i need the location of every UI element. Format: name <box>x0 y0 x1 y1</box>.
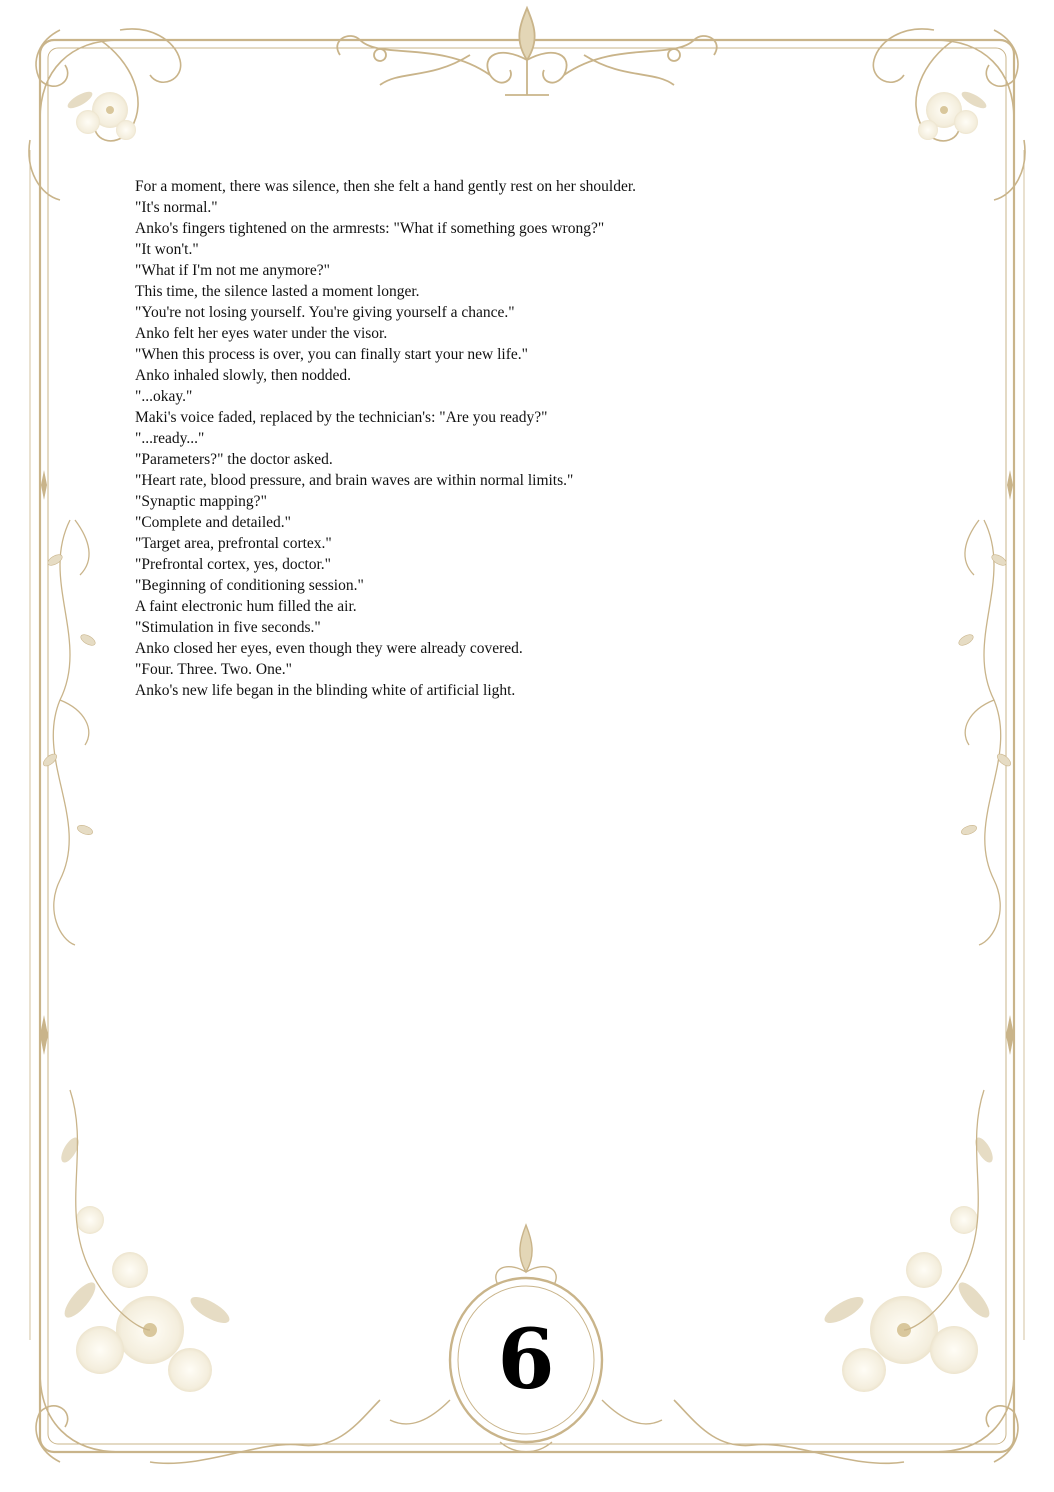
page-number: 6 <box>497 1312 555 1408</box>
paragraph: Anko's new life began in the blinding white of artificial light. <box>135 682 516 699</box>
paragraph: "Beginning of conditioning session." <box>135 577 364 594</box>
paragraph: "...ready..." <box>135 430 205 447</box>
paragraph: Anko felt her eyes water under the visor. <box>135 325 388 342</box>
side-vine-left <box>53 520 89 945</box>
fleur-de-lis-icon <box>337 8 716 95</box>
story-text <box>135 176 835 701</box>
corner-scroll-bottom-left <box>36 1372 380 1463</box>
paragraph: "You're not losing yourself. You're giving yourself a chance." <box>135 304 515 321</box>
paragraph: "It won't." <box>135 241 199 258</box>
paragraph: "Complete and detailed." <box>135 514 291 531</box>
paragraph: This time, the silence lasted a moment longer. <box>135 283 420 300</box>
paragraph: "Four. Three. Two. One." <box>135 661 292 678</box>
paragraph: "Prefrontal cortex, yes, doctor." <box>135 556 332 573</box>
corner-scroll-bottom-right <box>674 1372 1018 1463</box>
paragraph: Anko inhaled slowly, then nodded. <box>135 367 351 384</box>
paragraph: A faint electronic hum filled the air. <box>135 598 357 615</box>
paragraph: "It's normal." <box>135 199 218 216</box>
side-vine-right <box>965 520 1001 945</box>
paragraph: "...okay." <box>135 388 193 405</box>
paragraph: Anko closed her eyes, even though they were already covered. <box>135 640 523 657</box>
paragraph: Anko's fingers tightened on the armrests: "What if something goes wrong?" <box>135 220 605 237</box>
paragraph: Maki's voice faded, replaced by the technician's: "Are you ready?" <box>135 409 548 426</box>
paragraph: "What if I'm not me anymore?" <box>135 262 330 279</box>
paragraph: "Stimulation in five seconds." <box>135 619 321 636</box>
paragraph: For a moment, there was silence, then she felt a hand gently rest on her shoulder. <box>135 178 637 195</box>
paragraph: "Heart rate, blood pressure, and brain waves are within normal limits." <box>135 472 574 489</box>
flower-cluster-icon <box>65 89 988 140</box>
paragraph: "Parameters?" the doctor asked. <box>135 451 333 468</box>
paragraph: "Synaptic mapping?" <box>135 493 267 510</box>
paragraph: "When this process is over, you can finally start your new life." <box>135 346 528 363</box>
paragraph: "Target area, prefrontal cortex." <box>135 535 332 552</box>
